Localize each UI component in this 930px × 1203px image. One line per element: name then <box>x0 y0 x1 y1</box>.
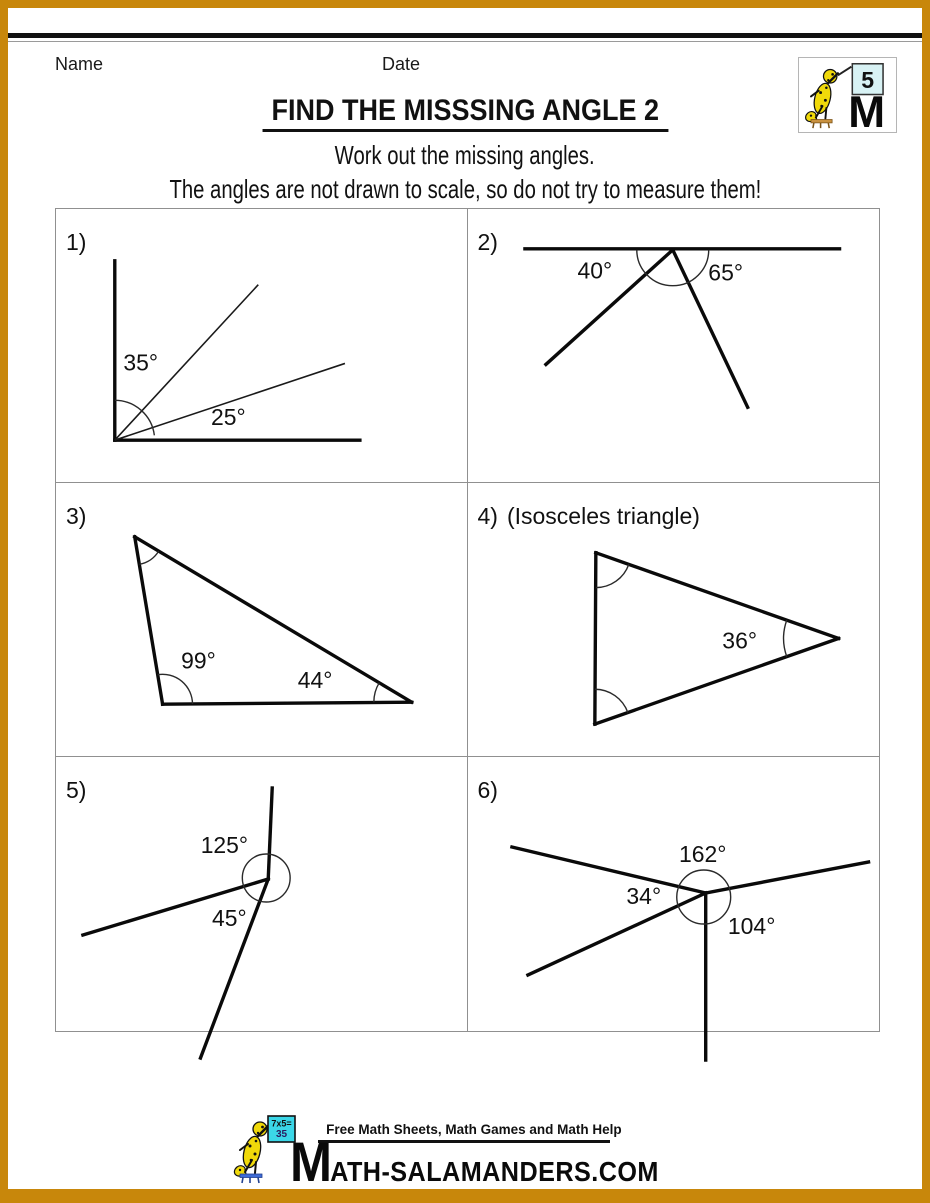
title-row <box>0 96 930 132</box>
angle-ray <box>594 638 838 724</box>
angle-ray <box>135 537 163 704</box>
angle-label: 36° <box>721 627 757 654</box>
vertex-circle <box>676 870 730 924</box>
instruction-line-2: The angles are not drawn to scale, so do not try to measure them! <box>169 174 761 204</box>
angle-diagram-6 <box>468 757 880 1031</box>
angle-label: 34° <box>625 882 661 910</box>
badge-m-letter: M <box>848 88 886 132</box>
problem-note: (Isosceles triangle) <box>506 503 700 529</box>
angle-label: 125° <box>200 831 249 859</box>
problems-grid <box>55 208 880 1032</box>
angle-ray <box>595 553 838 639</box>
problem-5-cell <box>56 757 468 1031</box>
header-rule-thick <box>8 33 922 38</box>
angle-label: 44° <box>297 667 333 694</box>
angle-diagram-5 <box>56 757 467 1031</box>
angle-ray <box>163 702 412 704</box>
problem-6-header <box>478 777 507 804</box>
angle-label: 104° <box>727 912 775 940</box>
angle-arc <box>783 620 786 656</box>
angle-diagram-2 <box>468 209 880 482</box>
angle-arc <box>594 689 627 712</box>
header-rule-thin <box>8 41 922 43</box>
angle-arc <box>374 683 379 703</box>
date-label: Date <box>382 54 421 74</box>
name-label: Name <box>55 54 104 74</box>
page-title: FIND THE MISSSING ANGLE 2 <box>262 96 668 132</box>
problem-number: 6) <box>477 777 498 803</box>
angle-ray <box>527 893 705 975</box>
angle-label: 65° <box>707 259 743 286</box>
wordmark-m: M <box>290 1129 331 1193</box>
angle-arc <box>595 564 628 587</box>
board-answer-text: 35 <box>276 1129 288 1140</box>
angle-label: 99° <box>181 647 216 674</box>
problem-2-cell <box>468 209 880 483</box>
angle-label: 45° <box>212 904 247 932</box>
problem-1-cell <box>56 209 468 483</box>
problem-4-cell <box>468 483 880 757</box>
wordmark-rest: ATH-SALAMANDERS.COM <box>330 1155 659 1187</box>
problem-number: 3) <box>66 503 87 529</box>
problem-3-header <box>66 503 95 530</box>
angle-diagram-3 <box>56 483 467 756</box>
angle-label: 40° <box>576 257 612 284</box>
board-sum-text: 7x5= <box>271 1118 292 1129</box>
angle-diagram-1 <box>56 209 467 482</box>
badge-number: 5 <box>861 66 875 93</box>
problem-number: 1) <box>66 229 87 255</box>
instruction-line-1: Work out the missing angles. <box>334 140 596 170</box>
angle-label: 162° <box>678 840 726 868</box>
pencil-icon <box>838 67 851 76</box>
footer-logo <box>0 1114 930 1194</box>
angle-ray <box>268 788 272 879</box>
problem-number: 5) <box>66 777 87 803</box>
angle-ray <box>594 553 595 724</box>
angle-label: 25° <box>211 404 246 431</box>
site-wordmark <box>290 1129 659 1194</box>
angle-ray <box>511 847 705 893</box>
footer-tagline: Free Math Sheets, Math Games and Math Help <box>326 1122 622 1137</box>
angle-arc <box>636 250 708 286</box>
problem-number: 4) <box>477 503 498 529</box>
problem-4-header <box>478 503 700 530</box>
problem-number: 2) <box>477 229 498 255</box>
salamander-icon <box>234 1122 268 1183</box>
footer-text-column <box>290 1114 700 1194</box>
problem-1-header <box>66 229 95 256</box>
angle-label: 35° <box>123 349 159 376</box>
problem-3-cell <box>56 483 468 757</box>
angle-arc <box>140 551 159 564</box>
angle-ray <box>705 862 868 893</box>
problem-6-cell <box>468 757 880 1031</box>
problem-5-header <box>66 777 95 804</box>
footer-salamander-icon <box>230 1114 296 1186</box>
problem-2-header <box>478 229 507 256</box>
